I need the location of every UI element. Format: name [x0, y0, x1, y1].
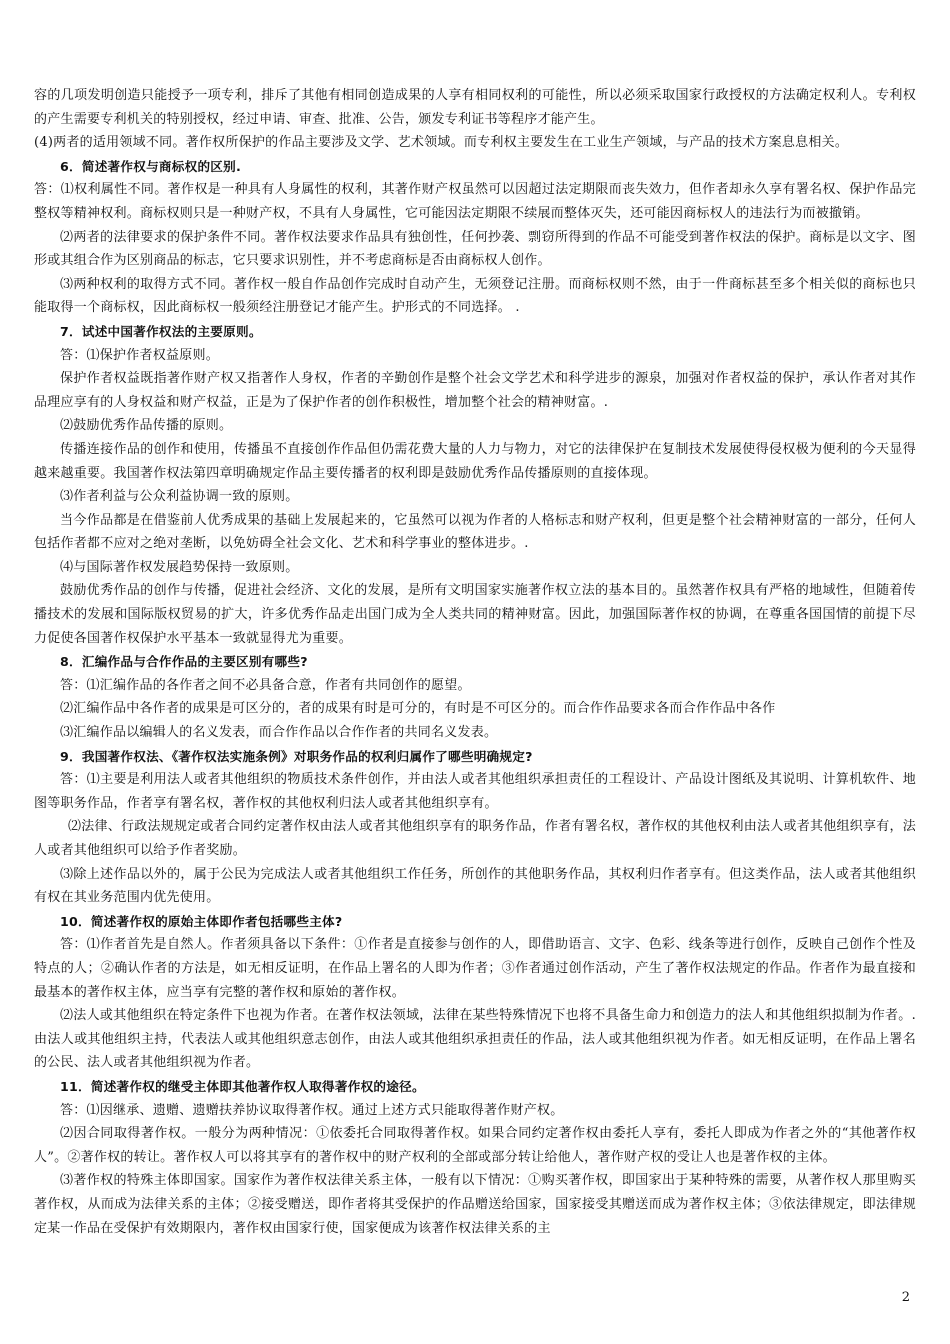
page-number: 2	[901, 1290, 910, 1305]
body-paragraph: 答：⑴汇编作品的各作者之间不必具备合意，作者有共同创作的愿望。	[60, 677, 471, 693]
body-paragraph: 答：⑴作者首先是自然人。作者须具备以下条件：①作者是直接参与创作的人，即借助语言、文字、色彩、线条等进行创作，反映自己创作个性及特点的人；②确认作者的方法是，如无相反证明，在作品上署名的人即为作者；③作者通过创作活动，产生了著作权法规定的作品。作者作为最直接和最基本的著作权主体，应当享有完整的著作权和原始的著作权。	[34, 937, 916, 1000]
body-paragraph: 答：⑴因继承、遗赠、遗赠扶养协议取得著作权。通过上述方式只能取得著作财产权。	[60, 1102, 564, 1118]
body-paragraph: ⑵法律、行政法规规定或者合同约定著作权由法人或者其他组织享有的职务作品，作者有署名权，著作权的其他权利由法人或者其他组织享有，法人或者其他组织可以给予作者奖励。	[34, 819, 917, 858]
body-paragraph: ⑶作者利益与公众利益协调一致的原则。	[60, 489, 299, 505]
question-heading: 10．简述著作权的原始主体即作者包括哪些主体?	[60, 913, 343, 929]
body-paragraph: 鼓励优秀作品的创作与传播，促进社会经济、文化的发展，是所有文明国家实施著作权立法的基本目的。虽然著作权具有严格的地域性，但随着传播技术的发展和国际版权贸易的扩大，许多优秀作品走出国门成为全人类共同的精神财富。因此，加强国际著作权的协调，在尊重各国国情的前提下尽力促使各国著作权保护水平基本一致就显得尤为重要。	[34, 583, 916, 646]
body-paragraph: ⑶汇编作品以编辑人的名义发表，而合作作品以合作作者的共同名义发表。	[60, 725, 498, 741]
question-heading: 7．试述中国著作权法的主要原则。	[60, 323, 262, 339]
body-paragraph: ⑶著作权的特殊主体即国家。国家作为著作权法律关系主体，一般有以下情况：①购买著作权，即国家出于某种特殊的需要，从著作权人那里购买著作权，从而成为法律关系的主体；②接受赠送，即作者将其受保护的作品赠送给国家，国家接受其赠送而成为著作权主体；③依法律规定，即法律规定某一作品在受保护有效期限内，著作权由国家行使，国家便成为该著作权法律关系的主	[34, 1173, 916, 1236]
body-paragraph: ⑶两种权利的取得方式不同。著作权一般自作品创作完成时自动产生，无须登记注册。而商标权则不然，由于一件商标甚至多个相关似的商标也只能取得一个商标权，因此商标权一般须经注册登记才能产生。护形式的不同选择。 .	[34, 276, 916, 316]
body-paragraph: 容的几项发明创造只能授予一项专利，排斥了其他有相同创造成果的人享有相同权利的可能性，所以必须采取国家行政授权的方法确定权利人。专利权的产生需要专利机关的特别授权，经过申请、审查、批准、公告，颁发专利证书等程序才能产生。	[34, 88, 916, 127]
body-paragraph: 答：⑴保护作者权益原则。	[60, 347, 220, 363]
body-paragraph: 保护作者权益既指著作财产权又指著作人身权，作者的辛勤创作是整个社会文学艺术和科学进步的源泉，加强对作者权益的保护，承认作者对其作品理应享有的人身权益和财产权益，正是为了保护作者的创作积极性，增加整个社会的精神财富。.	[34, 371, 916, 410]
page-body	[34, 84, 916, 1240]
body-paragraph: ⑷与国际著作权发展趋势保持一致原则。	[60, 559, 299, 575]
body-paragraph: (4)两者的适用领域不同。著作权所保护的作品主要涉及文学、艺术领域。而专利权主要发生在工业生产领域，与产品的技术方案息息相关。	[34, 135, 849, 151]
body-paragraph: 传播连接作品的创作和使用，传播虽不直接创作作品但仍需花费大量的人力与物力，对它的法律保护在复制技术发展使得侵权极为便利的今天显得越来越重要。我国著作权法第四章明确规定作品主要传播者的权利即是鼓励优秀作品传播原则的直接体现。	[34, 441, 916, 481]
question-heading: 9．我国著作权法、《著作权法实施条例》对职务作品的权利归属作了哪些明确规定?	[60, 748, 533, 764]
body-paragraph: ⑵两者的法律要求的保护条件不同。著作权法要求作品具有独创性，任何抄袭、剽窃所得到的作品不可能受到著作权法的保护。商标是以文字、图形或其组合作为区别商品的标志，它只要求识别性，并不考虑商标是否由商标权人创作。	[34, 229, 916, 269]
body-paragraph: 当今作品都是在借鉴前人优秀成果的基础上发展起来的，它虽然可以视为作者的人格标志和财产权利，但更是整个社会精神财富的一部分，任何人包括作者都不应对之绝对垄断，以免妨碍全社会文化、艺术和科学事业的整体进步。.	[34, 512, 916, 552]
body-paragraph: 答：⑴主要是利用法人或者其他组织的物质技术条件创作，并由法人或者其他组织承担责任的工程设计、产品设计图纸及其说明、计算机软件、地图等职务作品，作者享有署名权，著作权的其他权利归法人或者其他组织享有。	[34, 772, 916, 811]
body-paragraph: ⑵鼓励优秀作品传播的原则。	[60, 418, 233, 434]
question-heading: 11．简述著作权的继受主体即其他著作权人取得著作权的途径。	[60, 1078, 425, 1094]
body-paragraph: ⑵法人或其他组织在特定条件下也视为作者。在著作权法领域，法律在某些特殊情况下也将不具备生命力和创造力的法人和其他组织拟制为作者。.由法人或其他组织主持，代表法人或其他组织意志创作，由法人或其他组织承担责任的作品，法人或其他组织视为作者。如无相反证明，在作品上署名的公民、法人或者其他组织视为作者。	[34, 1008, 916, 1071]
question-heading: 6．简述著作权与商标权的区别.	[60, 158, 242, 174]
body-paragraph: ⑶除上述作品以外的，属于公民为完成法人或者其他组织工作任务，所创作的其他职务作品，其权利归作者享有。但这类作品，法人或者其他组织有权在其业务范围内优先使用。	[34, 866, 916, 906]
body-paragraph: ⑵汇编作品中各作者的成果是可区分的，者的成果有时是可分的，有时是不可区分的。而合作作品要求各而合作作品中各作	[60, 701, 776, 717]
question-heading: 8．汇编作品与合作作品的主要区别有哪些?	[60, 654, 308, 670]
body-paragraph: 答：⑴权利属性不同。著作权是一种具有人身属性的权利，其著作财产权虽然可以因超过法定期限而丧失效力，但作者却永久享有署名权、保护作品完整权等精神权利。商标权则只是一种财产权，不具有人身属性，它可能因法定期限不续展而整体灭失，还可能因商标权人的违法行为而被撤销。	[34, 182, 916, 221]
body-paragraph: ⑵因合同取得著作权。一般分为两种情况：①依委托合同取得著作权。如果合同约定著作权由委托人享有，委托人即成为作者之外的“其他著作权人”。②著作权的转让。著作权人可以将其享有的著作权中的财产权利的全部或部分转让给他人，著作财产权的受让人也是著作权的主体。	[34, 1126, 916, 1165]
